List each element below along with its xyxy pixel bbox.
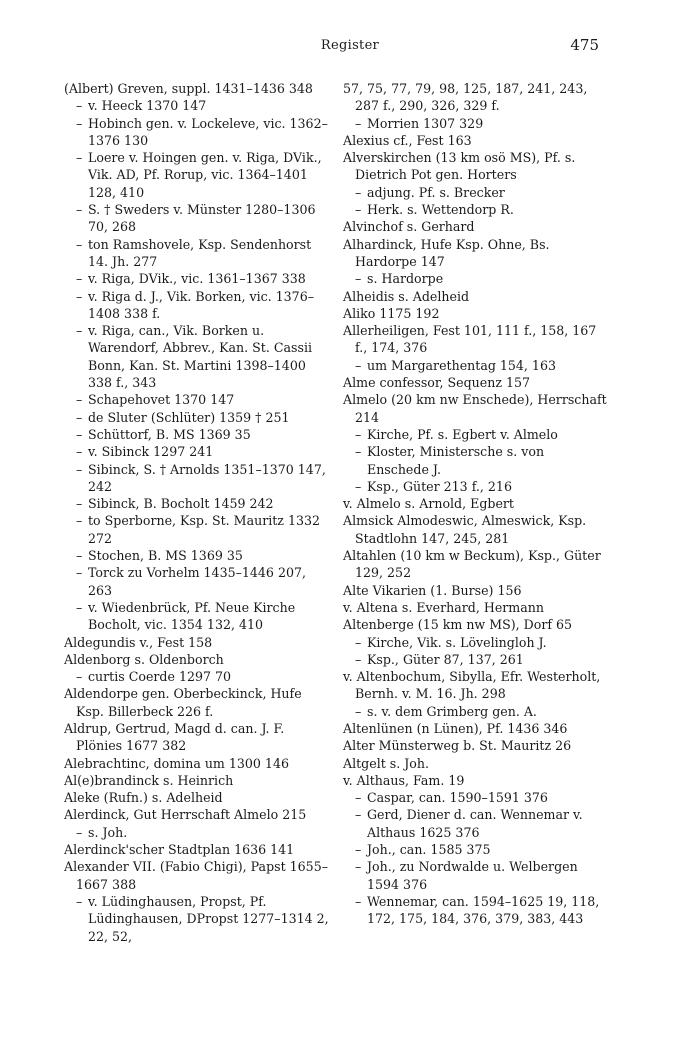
index-entry-text: – ton Ramshovele, Ksp. Sendenhorst 14. Jh. 277 — [76, 236, 312, 269]
index-entry-text: – Schüttorf, B. MS 1369 35 — [76, 426, 251, 442]
index-entry-text: – Schapehovet 1370 147 — [76, 392, 235, 408]
index-entry-text: Aldenborg s. Oldenborch — [64, 651, 224, 667]
index-entry-text: – Sibinck, B. Bocholt 1459 242 — [76, 496, 274, 512]
index-subentry — [64, 236, 330, 271]
subentry-dash: – — [76, 323, 83, 339]
index-entry-text: Altgelt s. Joh. — [343, 755, 430, 771]
index-subentry — [343, 841, 609, 858]
index-entry-text: – s. v. dem Grimberg gen. A. — [355, 703, 537, 719]
index-entry-text: – Wennemar, can. 1594–1625 19, 118, 172, 175, 184, 376, 379, 383, 443 — [355, 893, 600, 927]
index-entry-text: – to Sperborne, Ksp. St. Mauritz 1332 272 — [76, 513, 320, 546]
subentry-dash: – — [355, 634, 362, 650]
index-subentry — [64, 547, 330, 564]
index-entry — [343, 737, 609, 754]
subentry-dash: – — [76, 98, 83, 114]
index-entry-text: – Ksp., Güter 213 f., 216 — [355, 478, 512, 494]
subentry-dash: – — [76, 426, 83, 442]
subentry-dash: – — [76, 496, 83, 512]
index-entry-text: – Torck zu Vorhelm 1435–1446 207, 263 — [76, 565, 306, 598]
index-entry-text: Alter Münsterweg b. St. Mauritz 26 — [343, 738, 572, 754]
subentry-dash: – — [76, 599, 83, 615]
index-entry-text: Altenberge (15 km nw MS), Dorf 65 — [343, 617, 573, 633]
index-subentry — [64, 599, 330, 634]
subentry-dash: – — [76, 288, 83, 304]
index-entry — [343, 772, 609, 789]
index-entry-text: – Ksp., Güter 87, 137, 261 — [355, 651, 524, 667]
index-entry — [64, 772, 330, 789]
index-entry-text: – v. Wiedenbrück, Pf. Neue Kirche Bocholt, vic. 1354 132, 410 — [76, 599, 296, 633]
index-entry-text: – v. Riga, can., Vik. Borken u. Warendorf, Abbrev., Kan. St. Cassii Bonn, Kan. St. Martini 1398–1400 338 f., 343 — [76, 323, 312, 391]
index-subentry — [64, 426, 330, 443]
index-entry-text: – curtis Coerde 1297 70 — [76, 669, 232, 685]
index-entry-text: – Kirche, Pf. s. Egbert v. Almelo — [355, 426, 558, 442]
page-number: 475 — [570, 36, 599, 54]
index-subentry — [64, 461, 330, 496]
index-entry — [64, 80, 330, 97]
index-entry-text: – Gerd, Diener d. can. Wennemar v. Althaus 1625 376 — [355, 807, 583, 840]
index-entry-text: – v. Heeck 1370 147 — [76, 98, 207, 114]
index-entry-text: v. Altenbochum, Sibylla, Efr. Westerholt, Bernh. v. M. 16. Jh. 298 — [343, 669, 601, 702]
index-subentry — [64, 201, 330, 236]
index-entry — [343, 755, 609, 772]
index-entry — [64, 841, 330, 858]
subentry-dash: – — [355, 842, 362, 858]
subentry-dash: – — [76, 824, 83, 840]
index-subentry — [64, 564, 330, 599]
index-entry-text: Altenlünen (n Lünen), Pf. 1436 346 — [343, 720, 568, 736]
subentry-dash: – — [355, 357, 362, 373]
subentry-dash: – — [76, 392, 83, 408]
index-entry-text: Alverskirchen (13 km osö MS), Pf. s. Dietrich Pot gen. Horters — [343, 150, 576, 183]
subentry-dash: – — [355, 651, 362, 667]
subentry-dash: – — [76, 409, 83, 425]
index-entry-text: – S. † Sweders v. Münster 1280–1306 70, 268 — [76, 202, 316, 235]
index-entry-text: – Caspar, can. 1590–1591 376 — [355, 790, 548, 806]
subentry-dash: – — [355, 703, 362, 719]
index-subentry — [64, 443, 330, 460]
index-subentry — [343, 634, 609, 651]
index-entry-text: – v. Riga, DVik., vic. 1361–1367 338 — [76, 271, 306, 287]
index-entry — [343, 322, 609, 357]
index-entry — [64, 720, 330, 755]
subentry-dash: – — [355, 893, 362, 909]
subentry-dash: – — [76, 444, 83, 460]
index-entry-text: 57, 75, 77, 79, 98, 125, 187, 241, 243, 287 f., 290, 326, 329 f. — [343, 81, 588, 114]
subentry-dash: – — [76, 548, 83, 564]
index-subentry — [343, 806, 609, 841]
index-entry — [64, 634, 330, 651]
index-subentry — [343, 184, 609, 201]
index-subentry — [64, 495, 330, 512]
index-entry-text: – v. Riga d. J., Vik. Borken, vic. 1376–1408 338 f. — [76, 288, 315, 321]
index-subentry — [343, 478, 609, 495]
index-entry-text: Allerheiligen, Fest 101, 111 f., 158, 167 f., 174, 376 — [343, 323, 597, 356]
index-entry-text: Alhardinck, Hufe Ksp. Ohne, Bs. Hardorpe 147 — [343, 236, 550, 269]
index-entry-text: Alerdinck'scher Stadtplan 1636 141 — [64, 842, 295, 858]
index-subentry — [343, 201, 609, 218]
index-subentry — [343, 270, 609, 287]
index-entry-text: – de Sluter (Schlüter) 1359 † 251 — [76, 409, 290, 425]
index-entry-text: Alvinchof s. Gerhard — [343, 219, 475, 235]
index-entry — [343, 512, 609, 547]
index-subentry — [64, 391, 330, 408]
index-entry-text: – um Margarethentag 154, 163 — [355, 357, 556, 373]
index-entry-text: Aliko 1175 192 — [343, 305, 440, 321]
index-entry — [343, 668, 609, 703]
subentry-dash: – — [76, 565, 83, 581]
subentry-dash: – — [355, 478, 362, 494]
subentry-dash: – — [355, 444, 362, 460]
index-entry-text: Alme confessor, Sequenz 157 — [343, 375, 531, 391]
subentry-dash: – — [76, 271, 83, 287]
index-subentry — [343, 651, 609, 668]
index-entry-text: – adjung. Pf. s. Brecker — [355, 184, 505, 200]
index-entry-text: – Sibinck, S. † Arnolds 1351–1370 147, 242 — [76, 461, 326, 494]
index-subentry — [343, 443, 609, 478]
index-entry-text: – Joh., can. 1585 375 — [355, 842, 491, 858]
index-entry-text: (Albert) Greven, suppl. 1431–1436 348 — [64, 81, 313, 96]
index-entry-text: Altahlen (10 km w Beckum), Ksp., Güter 129, 252 — [343, 548, 601, 581]
subentry-dash: – — [355, 202, 362, 218]
index-subentry — [64, 97, 330, 114]
index-subentry — [343, 357, 609, 374]
index-entry — [64, 755, 330, 772]
index-entry — [64, 858, 330, 893]
index-entry — [343, 495, 609, 512]
subentry-dash: – — [76, 461, 83, 477]
index-entry-text: – Hobinch gen. v. Lockeleve, vic. 1362–1376 130 — [76, 115, 328, 148]
index-entry-text: Al(e)brandinck s. Heinrich — [64, 772, 234, 788]
index-subentry — [64, 668, 330, 685]
index-entry-text: Alte Vikarien (1. Burse) 156 — [343, 582, 522, 598]
index-subentry — [343, 858, 609, 893]
index-column-left — [64, 80, 330, 945]
index-subentry — [343, 115, 609, 132]
index-entry — [343, 132, 609, 149]
index-entry-text: Alexius cf., Fest 163 — [343, 132, 472, 148]
index-entry-text: – Stochen, B. MS 1369 35 — [76, 548, 243, 564]
running-head — [0, 38, 700, 58]
index-subentry — [64, 270, 330, 287]
index-entry — [343, 616, 609, 633]
index-entry-text: Alheidis s. Adelheid — [343, 288, 470, 304]
index-column-right — [343, 80, 609, 928]
index-entry — [64, 651, 330, 668]
index-entry — [343, 149, 609, 184]
index-entry-text: – v. Sibinck 1297 241 — [76, 444, 214, 460]
index-subentry — [343, 789, 609, 806]
subentry-dash: – — [76, 150, 83, 166]
index-entry — [343, 218, 609, 235]
index-subentry — [64, 409, 330, 426]
index-entry — [64, 806, 330, 823]
subentry-dash: – — [355, 859, 362, 875]
subentry-dash: – — [355, 271, 362, 287]
index-entry — [343, 374, 609, 391]
index-entry-text: Alebrachtinc, domina um 1300 146 — [64, 755, 289, 771]
index-subentry — [343, 703, 609, 720]
subentry-dash: – — [76, 236, 83, 252]
subentry-dash: – — [76, 202, 83, 218]
index-subentry — [64, 288, 330, 323]
subentry-dash: – — [355, 184, 362, 200]
subentry-dash: – — [76, 115, 83, 131]
running-title: Register — [320, 38, 380, 53]
index-entry — [343, 582, 609, 599]
index-entry-text: Aldrup, Gertrud, Magd d. can. J. F. Plönies 1677 382 — [64, 720, 285, 754]
index-entry-text: Alexander VII. (Fabio Chigi), Papst 1655–1667 388 — [64, 859, 329, 892]
index-entry-text: – Kloster, Ministersche s. von Enschede J. — [355, 444, 545, 477]
index-subentry — [343, 893, 609, 928]
index-entry-text: v. Almelo s. Arnold, Egbert — [343, 496, 514, 512]
subentry-dash: – — [76, 513, 83, 529]
index-entry-text: – v. Lüdinghausen, Propst, Pf. Lüdinghausen, DPropst 1277–1314 2, 22, 52, — [76, 893, 329, 944]
index-entry — [64, 789, 330, 806]
index-entry-text: – s. Joh. — [76, 824, 128, 840]
index-entry — [343, 547, 609, 582]
index-entry — [343, 288, 609, 305]
index-entry-text: Aldendorpe gen. Oberbeckinck, Hufe Ksp. Billerbeck 226 f. — [64, 686, 302, 719]
subentry-dash: – — [355, 807, 362, 823]
index-entry — [343, 305, 609, 322]
index-entry-text: v. Althaus, Fam. 19 — [343, 772, 465, 788]
index-subentry — [64, 115, 330, 150]
subentry-dash: – — [355, 790, 362, 806]
index-entry-text: Aleke (Rufn.) s. Adelheid — [64, 790, 223, 806]
index-subentry — [64, 824, 330, 841]
subentry-dash: – — [76, 893, 83, 909]
index-entry — [343, 236, 609, 271]
index-entry — [343, 720, 609, 737]
index-entry-text: Almsick Almodeswic, Almeswick, Ksp. Stadtlohn 147, 245, 281 — [343, 513, 587, 546]
index-subentry — [64, 893, 330, 945]
index-subentry — [64, 322, 330, 391]
index-entry-text: Aldegundis v., Fest 158 — [64, 634, 213, 650]
index-entry-text: – Kirche, Vik. s. Lövelingloh J. — [355, 634, 547, 650]
index-subentry — [64, 512, 330, 547]
index-entry-text: – Loere v. Hoingen gen. v. Riga, DVik., Vik. AD, Pf. Rorup, vic. 1364–1401 128, 410 — [76, 150, 322, 200]
index-entry-text: v. Altena s. Everhard, Hermann — [343, 599, 544, 615]
index-entry — [343, 80, 609, 115]
index-entry-text: – Morrien 1307 329 — [355, 115, 484, 131]
index-entry-text: – Joh., zu Nordwalde u. Welbergen 1594 376 — [355, 859, 578, 892]
index-entry — [64, 685, 330, 720]
index-entry-text: Almelo (20 km nw Enschede), Herrschaft 214 — [343, 392, 607, 425]
subentry-dash: – — [355, 426, 362, 442]
index-entry-text: Alerdinck, Gut Herrschaft Almelo 215 — [64, 807, 307, 823]
index-entry — [343, 391, 609, 426]
subentry-dash: – — [355, 115, 362, 131]
index-entry-text: – Herk. s. Wettendorp R. — [355, 202, 514, 218]
index-subentry — [64, 149, 330, 201]
subentry-dash: – — [76, 669, 83, 685]
index-subentry — [343, 426, 609, 443]
index-entry — [343, 599, 609, 616]
index-entry-text: – s. Hardorpe — [355, 271, 444, 287]
